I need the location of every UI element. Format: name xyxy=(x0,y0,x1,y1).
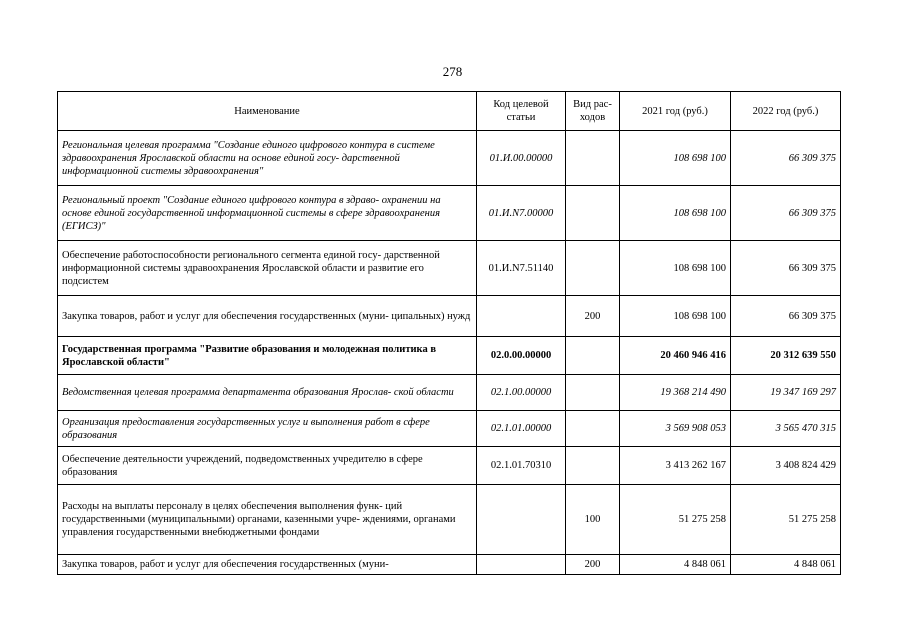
header-kind: Вид рас- ходов xyxy=(566,92,620,131)
row-2022: 51 275 258 xyxy=(731,485,841,555)
row-2022: 20 312 639 550 xyxy=(731,337,841,375)
row-kind xyxy=(566,241,620,296)
table-row xyxy=(58,485,841,555)
row-code: 01.И.00.00000 xyxy=(477,131,566,186)
row-kind: 100 xyxy=(566,485,620,555)
row-2021: 3 413 262 167 xyxy=(620,447,731,485)
table-row xyxy=(58,447,841,485)
table-row xyxy=(58,555,841,575)
row-name: Региональный проект "Создание единого цифрового контура в здраво- охранении на основе единой государственной информационной системы в сфере здравоохранения (ЕГИСЗ)" xyxy=(58,186,477,241)
row-code: 02.1.00.00000 xyxy=(477,375,566,411)
row-name: Государственная программа "Развитие образования и молодежная политика в Ярославской области" xyxy=(58,337,477,375)
row-code: 02.1.01.00000 xyxy=(477,411,566,447)
row-2021: 108 698 100 xyxy=(620,296,731,337)
row-2022: 4 848 061 xyxy=(731,555,841,575)
table-row xyxy=(58,375,841,411)
row-2022: 66 309 375 xyxy=(731,296,841,337)
row-name: Организация предоставления государственных услуг и выполнения работ в сфере образования xyxy=(58,411,477,447)
row-2021: 4 848 061 xyxy=(620,555,731,575)
row-2021: 19 368 214 490 xyxy=(620,375,731,411)
row-kind: 200 xyxy=(566,555,620,575)
row-name: Расходы на выплаты персоналу в целях обеспечения выполнения функ- ций государственными (муниципальными) органами, казенными учре- ждениями, органами управления государственными внебюджетными фондами xyxy=(58,485,477,555)
row-name: Ведомственная целевая программа департамента образования Ярослав- ской области xyxy=(58,375,477,411)
row-code xyxy=(477,296,566,337)
row-2021: 3 569 908 053 xyxy=(620,411,731,447)
header-code: Код целевой статьи xyxy=(477,92,566,131)
row-2021: 51 275 258 xyxy=(620,485,731,555)
budget-table xyxy=(57,91,841,575)
row-name: Закупка товаров, работ и услуг для обеспечения государственных (муни- ципальных) нужд xyxy=(58,296,477,337)
table-row xyxy=(58,296,841,337)
header-2021: 2021 год (руб.) xyxy=(620,92,731,131)
header-name: Наименование xyxy=(58,92,477,131)
row-kind xyxy=(566,131,620,186)
row-kind xyxy=(566,411,620,447)
header-2022: 2022 год (руб.) xyxy=(731,92,841,131)
table-row xyxy=(58,411,841,447)
row-2022: 3 565 470 315 xyxy=(731,411,841,447)
row-code: 01.И.N7.00000 xyxy=(477,186,566,241)
row-2022: 3 408 824 429 xyxy=(731,447,841,485)
row-name: Обеспечение деятельности учреждений, подведомственных учредителю в сфере образования xyxy=(58,447,477,485)
table-row xyxy=(58,186,841,241)
row-2021: 108 698 100 xyxy=(620,241,731,296)
row-2021: 108 698 100 xyxy=(620,131,731,186)
row-kind xyxy=(566,375,620,411)
row-name: Обеспечение работоспособности регионального сегмента единой госу- дарственной информационной системы здравоохранения Ярославской области и развитие его подсистем xyxy=(58,241,477,296)
table-row xyxy=(58,337,841,375)
row-2021: 20 460 946 416 xyxy=(620,337,731,375)
row-code xyxy=(477,555,566,575)
row-2022: 66 309 375 xyxy=(731,186,841,241)
row-name: Закупка товаров, работ и услуг для обеспечения государственных (муни- xyxy=(58,555,477,575)
row-kind xyxy=(566,337,620,375)
row-code xyxy=(477,485,566,555)
row-kind xyxy=(566,447,620,485)
row-code: 01.И.N7.51140 xyxy=(477,241,566,296)
row-code: 02.0.00.00000 xyxy=(477,337,566,375)
table-row xyxy=(58,241,841,296)
row-name: Региональная целевая программа "Создание единого цифрового контура в системе здравоохранения Ярославской области на основе единой госу- дарственной информационной системы здравоохранения" xyxy=(58,131,477,186)
row-2021: 108 698 100 xyxy=(620,186,731,241)
row-2022: 66 309 375 xyxy=(731,131,841,186)
table-row xyxy=(58,131,841,186)
row-code: 02.1.01.70310 xyxy=(477,447,566,485)
row-2022: 66 309 375 xyxy=(731,241,841,296)
table-header-row xyxy=(58,92,841,131)
row-kind xyxy=(566,186,620,241)
row-kind: 200 xyxy=(566,296,620,337)
row-2022: 19 347 169 297 xyxy=(731,375,841,411)
page-number: 278 xyxy=(442,64,463,79)
